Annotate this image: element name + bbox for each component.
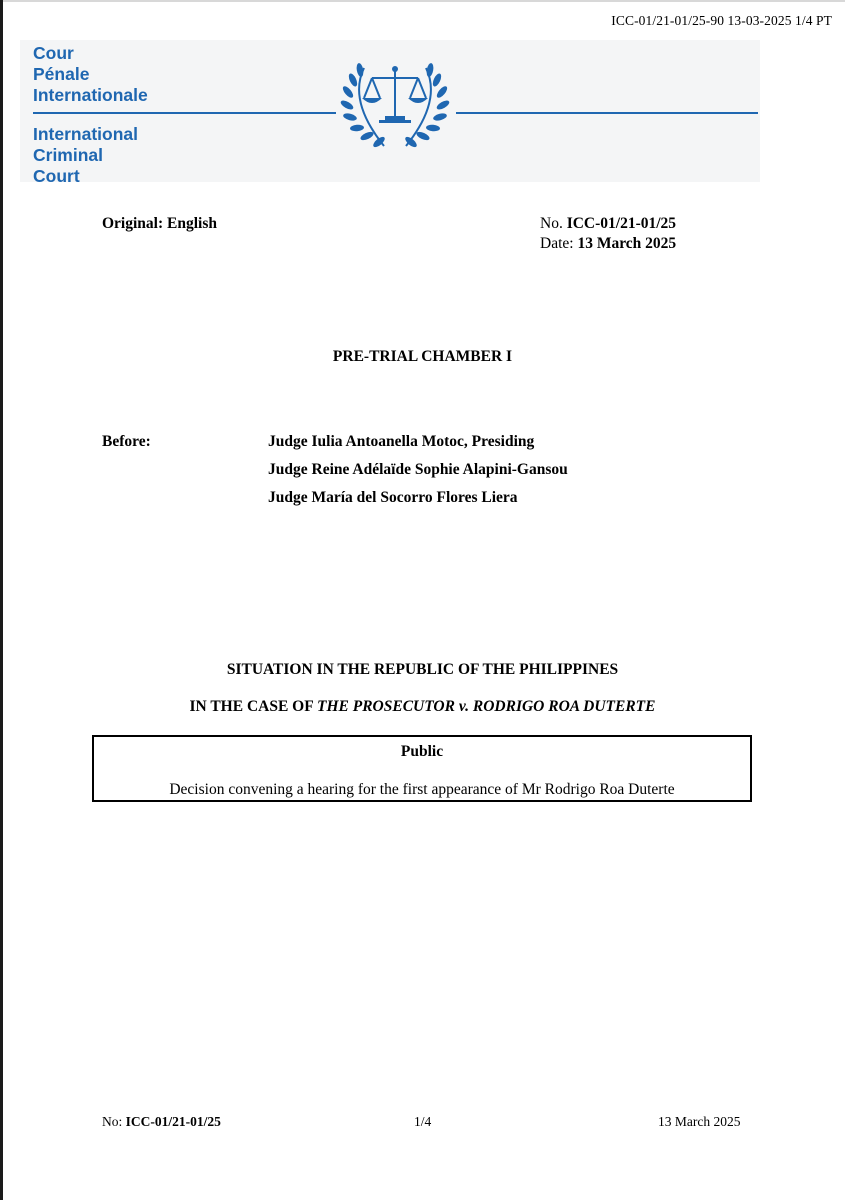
case-title-prefix: IN THE CASE OF — [189, 698, 317, 715]
footer-case-number — [102, 1114, 221, 1130]
judge-third: Judge María del Socorro Flores Liera — [268, 489, 518, 506]
date-value: 13 March 2025 — [577, 235, 677, 252]
logo-rule-left — [33, 112, 336, 114]
document-description: Decision convening a hearing for the first appearance of Mr Rodrigo Roa Duterte — [169, 781, 675, 798]
judge-presiding: Judge Iulia Antoanella Motoc, Presiding — [268, 433, 535, 450]
logo-text-french — [33, 43, 148, 106]
situation-heading: SITUATION IN THE REPUBLIC OF THE PHILIPPINES — [226, 661, 619, 678]
logo-text-english — [33, 124, 138, 187]
footer-date: 13 March 2025 — [658, 1114, 741, 1129]
logo-rule-right — [456, 112, 758, 114]
date-prefix: Date: — [540, 235, 578, 252]
date-line — [540, 235, 676, 253]
logo-fr-line-1: Cour — [33, 43, 74, 63]
judge-second: Judge Reine Adélaïde Sophie Alapini-Gansou — [268, 461, 568, 478]
scales-of-justice-laurel-icon — [338, 56, 452, 152]
page-top-edge — [0, 0, 845, 2]
before-label: Before: — [102, 433, 151, 450]
case-number: ICC-01/21-01/25 — [566, 215, 677, 232]
classification-level: Public — [400, 743, 444, 760]
classification-box — [92, 735, 752, 802]
footer-no-prefix: No: — [102, 1114, 126, 1129]
logo-fr-line-3: Internationale — [33, 85, 148, 105]
case-title — [0, 698, 845, 716]
original-language: Original: English — [102, 215, 217, 232]
logo-fr-line-2: Pénale — [33, 64, 90, 84]
chamber-heading: PRE-TRIAL CHAMBER I — [332, 348, 513, 365]
case-number-line — [540, 215, 676, 233]
footer-page-number: 1/4 — [414, 1114, 432, 1129]
footer-case-no: ICC-01/21-01/25 — [125, 1114, 221, 1129]
page-left-edge — [0, 0, 3, 1200]
document-stamp: ICC-01/21-01/25-90 13-03-2025 1/4 PT — [611, 13, 832, 28]
logo-en-line-3: Court — [33, 166, 80, 186]
logo-en-line-2: Criminal — [33, 145, 104, 165]
logo-en-line-1: International — [33, 124, 139, 144]
case-number-prefix: No. — [540, 215, 567, 232]
case-title-parties: THE PROSECUTOR v. RODRIGO ROA DUTERTE — [317, 698, 656, 715]
